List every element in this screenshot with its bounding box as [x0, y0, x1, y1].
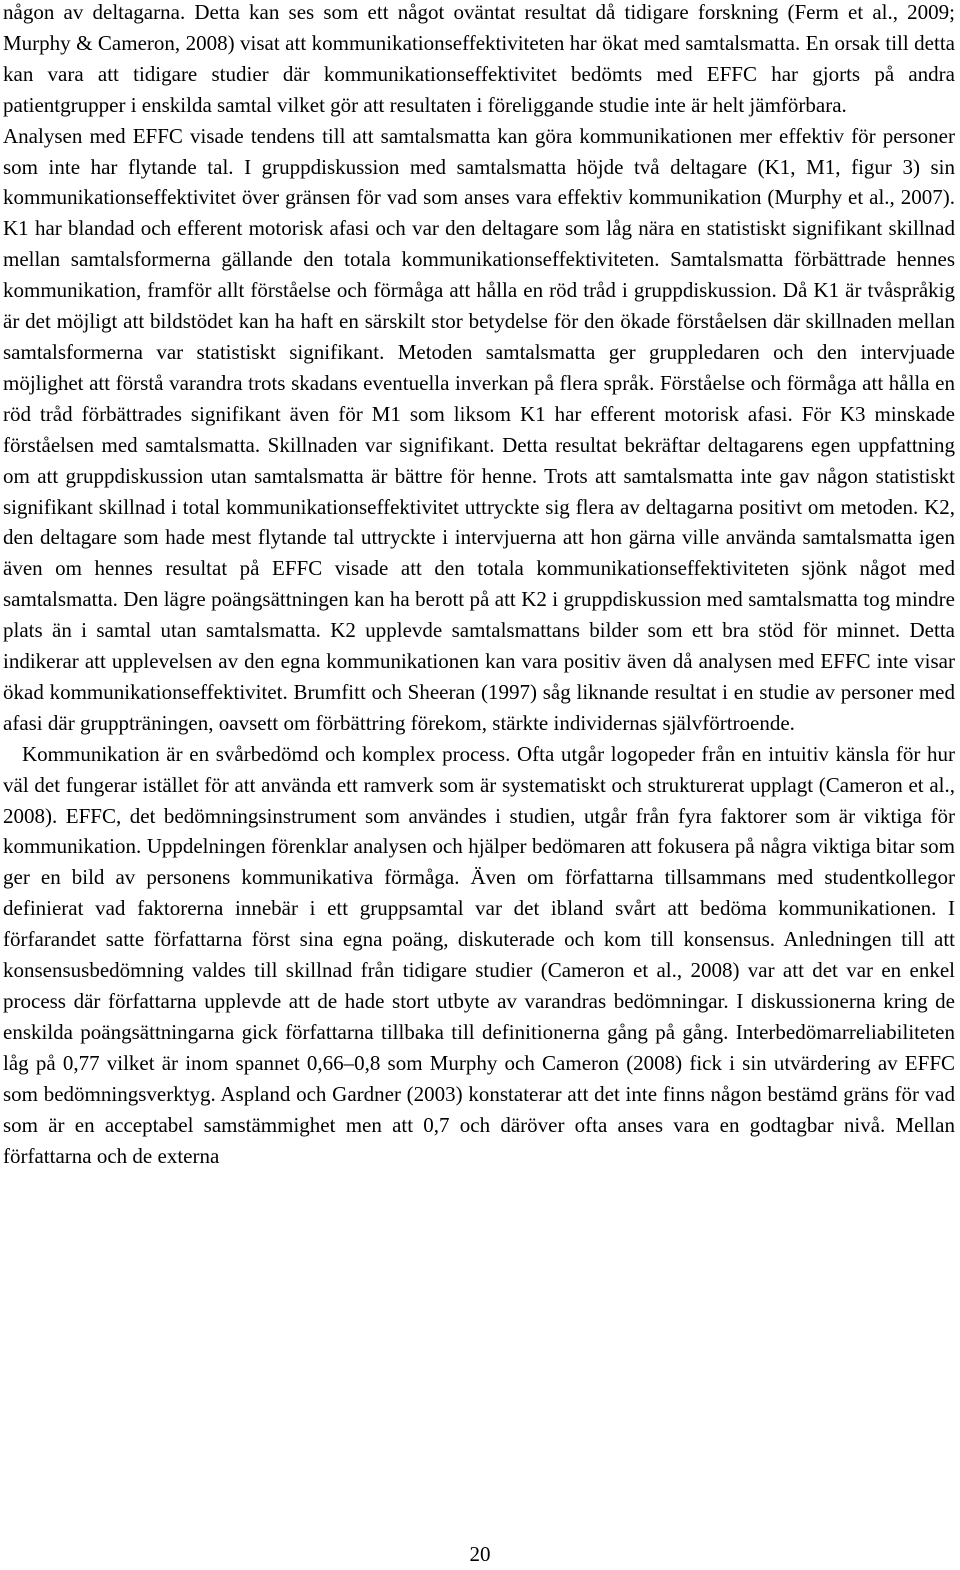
- body-text: [3, 0, 955, 1171]
- paragraph-continuation: någon av deltagarna. Detta kan ses som ett något oväntat resultat då tidigare forskning (Ferm et al., 2009; Murphy & Cameron, 2008) visat att kommunikationseffektiviteten har ökat med samtalsmatta. En orsak till detta kan vara att tidigare studier där kommunikationseffektivitet bedömts med EFFC har gjorts på andra patientgrupper i enskilda samtal vilket gör att resultaten i föreliggande studie inte är helt jämförbara.: [3, 0, 955, 117]
- paragraph-effc-analysis: Analysen med EFFC visade tendens till att samtalsmatta kan göra kommunikationen mer effektiv för personer som inte har flytande tal. I gruppdiskussion med samtalsmatta höjde två deltagare (K1, M1, figur 3) sin kommunikationseffektivitet över gränsen för vad som anses vara effektiv kommunikation (Murphy et al., 2007). K1 har blandad och efferent motorisk afasi och var den deltagare som låg nära en statistiskt signifikant skillnad mellan samtalsformerna gällande den totala kommunikationseffektiviteten. Samtalsmatta förbättrade hennes kommunikation, framför allt förståelse och förmåga att hålla en röd tråd i gruppdiskussion. Då K1 är tvåspråkig är det möjligt att bildstödet kan ha haft en särskilt stor betydelse för den ökade förståelsen där skillnaden mellan samtalsformerna var statistiskt signifikant. Metoden samtalsmatta ger gruppledaren och den intervjuade möjlighet att förstå varandra trots skadans eventuella inverkan på flera språk. Förståelse och förmåga att hålla en röd tråd förbättrades signifikant även för M1 som liksom K1 har efferent motorisk afasi. För K3 minskade förståelsen med samtalsmatta. Skillnaden var signifikant. Detta resultat bekräftar deltagarens egen uppfattning om att gruppdiskussion utan samtalsmatta är bättre för henne. Trots att samtalsmatta inte gav någon statistiskt signifikant skillnad i total kommunikationseffektivitet uttryckte sig flera av deltagarna positivt om metoden. K2, den deltagare som hade mest flytande tal uttryckte i intervjuerna att hon gärna ville använda samtalsmatta igen även om hennes resultat på EFFC visade att den totala kommunikationseffektiviteten sjönk något med samtalsmatta. Den lägre poängsättningen kan ha berott på att K2 i gruppdiskussion med samtalsmatta tog mindre plats än i samtal utan samtalsmatta. K2 upplevde samtalsmattans bilder som ett bra stöd för minnet. Detta indikerar att upplevelsen av den egna kommunikationen kan vara positiv även då analysen med EFFC inte visar ökad kommunikationseffektivitet. Brumfitt och Sheeran (1997) såg liknande resultat i en studie av personer med afasi där gruppträningen, oavsett om förbättring förekom, stärkte individernas självförtroende.: [3, 123, 955, 735]
- paragraph-communication-assessment: Kommunikation är en svårbedömd och komplex process. Ofta utgår logopeder från en intuitiv känsla för hur väl det fungerar istället för att använda ett ramverk som är systematiskt och strukturerat upplagt (Cameron et al., 2008). EFFC, det bedömningsinstrument som användes i studien, utgår från fyra faktorer som är viktiga för kommunikation. Uppdelningen förenklar analysen och hjälper bedömaren att fokusera på några viktiga bitar som ger en bild av personens kommunikativa förmåga. Även om författarna tillsammans med studentkollegor definierat vad faktorerna innebär i ett gruppsamtal var det ibland svårt att bedöma kommunikationen. I förfarandet satte författarna först sina egna poäng, diskuterade och kom till konsensus. Anledningen till att konsensusbedömning valdes till skillnad från tidigare studier (Cameron et al., 2008) var att det var en enkel process där författarna upplevde att de hade stort utbyte av varandras bedömningar. I diskussionerna kring de enskilda poängsättningarna gick författarna tillbaka till definitionerna gång på gång. Interbedömarreliabiliteten låg på 0,77 vilket är inom spannet 0,66–0,8 som Murphy och Cameron (2008) fick i sin utvärdering av EFFC som bedömningsverktyg. Aspland och Gardner (2003) konstaterar att det inte finns någon bestämd gräns för vad som är en acceptabel samstämmighet men att 0,7 och däröver ofta anses vara en godtagbar nivå. Mellan författarna och de externa: [3, 741, 955, 1168]
- page-number: 20: [469, 1542, 491, 1566]
